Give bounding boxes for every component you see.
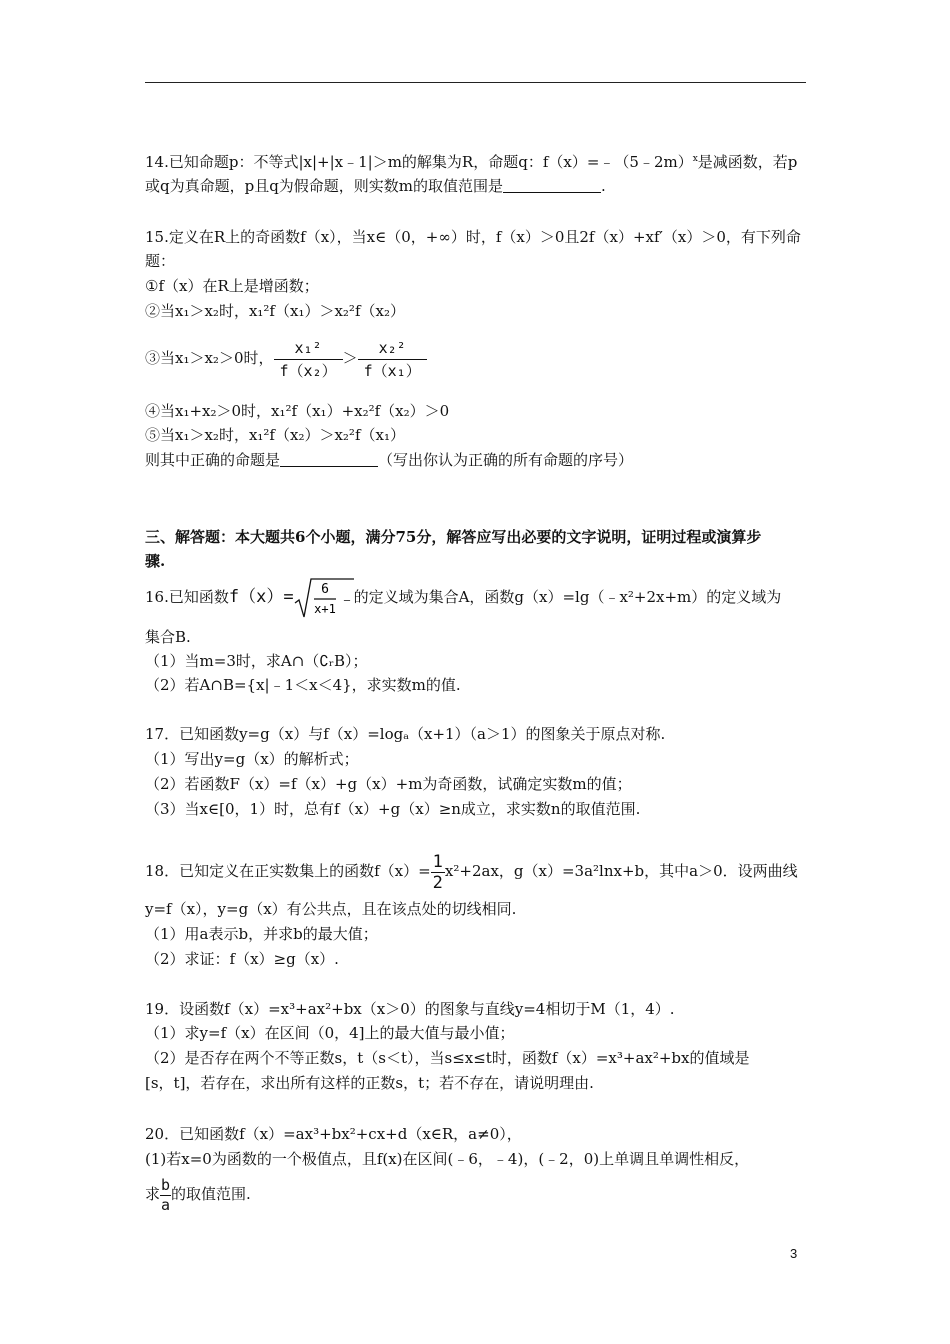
- q16-sub2: （2）若A∩B={x|﹣1＜x＜4}，求实数m的值.: [145, 676, 461, 694]
- radicand-numerator: 6: [320, 582, 329, 597]
- q19-sub1: （1）求y=f（x）在区间（0，4]上的最大值与最小值；: [145, 1024, 515, 1042]
- q15-proposition-2: ②当x₁＞x₂时，x₁²f（x₁）＞x₂²f（x₂）: [145, 302, 405, 320]
- q19-sub2: （2）是否存在两个不等正数s，t（s＜t），当s≤x≤t时，函数f（x）=x³+ax²+bx的值域是: [145, 1049, 750, 1067]
- q15-proposition-5: ⑤当x₁＞x₂时，x₁²f（x₂）＞x₂²f（x₁）: [145, 426, 405, 444]
- q17-sub3: （3）当x∈[0，1）时，总有f（x）+g（x）≥n成立，求实数n的取值范围.: [145, 800, 641, 818]
- page-number: 3: [790, 1246, 798, 1261]
- q20-sub1: (1)若x=0为函数的一个极值点，且f(x)在区间(﹣6，﹣4)，(﹣2，0)上单调且单调性相反，: [145, 1150, 750, 1168]
- q15-line2: 题：: [145, 252, 176, 270]
- q18-line2: y=f（x），y=g（x）有公共点，且在该点处的切线相同.: [145, 900, 517, 918]
- q16-line2: 集合B.: [145, 628, 191, 646]
- radical-sign-icon: [294, 577, 354, 621]
- fraction-b-over-a: $\frac{b}{a}$: [161, 1175, 171, 1214]
- section-heading-cont: 骤.: [145, 552, 166, 570]
- q15-ask: 则其中正确的命题是 （写出你认为正确的所有命题的序号）: [145, 451, 634, 469]
- q17-line1: 17．已知函数y=g（x）与f（x）=logₐ（x+1）（a＞1）的图象关于原点对称.: [145, 725, 666, 743]
- header-rule: [145, 82, 806, 83]
- fraction: $\frac{\text{x₁²}}{\text{f（x₂）}}$: [274, 337, 343, 382]
- q16-sub1: （1）当m=3时，求A∩（∁ᵣB）；: [145, 652, 368, 670]
- answer-blank[interactable]: [280, 451, 378, 467]
- radicand-tail: ﹣: [338, 589, 354, 608]
- q18-sub1: （1）用a表示b，并求b的最大值；: [145, 925, 378, 943]
- answer-blank[interactable]: [503, 177, 601, 193]
- q15-line1: 15.定义在R上的奇函数f（x），当x∈（0，+∞）时，f（x）＞0且2f（x）+xf′（x）＞0，有下列命: [145, 228, 801, 246]
- radicand-denominator: x+1: [313, 602, 336, 616]
- q20-line1: 20．已知函数f（x）=ax³+bx²+cx+d（x∈R，a≠0），: [145, 1125, 522, 1143]
- q20-sub1-cont: 求 $\frac{b}{a}$ 的取值范围.: [145, 1175, 251, 1214]
- q15-proposition-1: ①f（x）在R上是增函数；: [145, 277, 319, 295]
- q19-line1: 19．设函数f（x）=x³+ax²+bx（x＞0）的图象与直线y=4相切于M（1，4）.: [145, 1000, 675, 1018]
- fraction-half: $\frac{1}{2}$: [432, 851, 443, 893]
- q15-proposition-4: ④当x₁+x₂＞0时，x₁²f（x₁）+x₂²f（x₂）＞0: [145, 402, 450, 420]
- section-heading: 三、解答题：本大题共6个小题，满分75分，解答应写出必要的文字说明，证明过程或演算步: [145, 528, 762, 546]
- q17-sub2: （2）若函数F（x）=f（x）+g（x）+m为奇函数，试确定实数m的值；: [145, 775, 632, 793]
- q18-sub2: （2）求证：f（x）≥g（x）.: [145, 950, 339, 968]
- q19-sub2-cont: [s，t]，若存在，求出所有这样的正数s，t；若不存在，请说明理由.: [145, 1074, 594, 1092]
- fraction: $\frac{\text{x₂²}}{\text{f（x₁）}}$: [358, 337, 427, 382]
- q18-line1: 18．已知定义在正实数集上的函数f（x）= $\frac{1}{2}$ x²+2ax，g（x）=3a²lnx+b，其中a＞0．设两曲线: [145, 851, 798, 893]
- q17-sub1: （1）写出y=g（x）的解析式；: [145, 750, 359, 768]
- q14-line1: 14.已知命题p：不等式|x|+|x﹣1|＞m的解集为R，命题q：f（x）=﹣（5﹣2m）$^x$是减函数，若p: [145, 153, 798, 171]
- q16-line1: 16.已知函数f（x）= 6 x+1 ﹣ 的定义域为集合A，函数g（x）=lg（﹣x²+2x+m）的定义域为: [145, 574, 781, 621]
- q14-line2: 或q为真命题，p且q为假命题，则实数m的取值范围是 .: [145, 177, 606, 195]
- sqrt-expression: [294, 575, 354, 621]
- q15-proposition-3: ③当x₁＞x₂＞0时， $\frac{\text{x₁²}}{\text{f（x₂）}}$ ＞ $\frac{\text{x₂²}}{\text{f（x₁）}}$: [145, 335, 427, 382]
